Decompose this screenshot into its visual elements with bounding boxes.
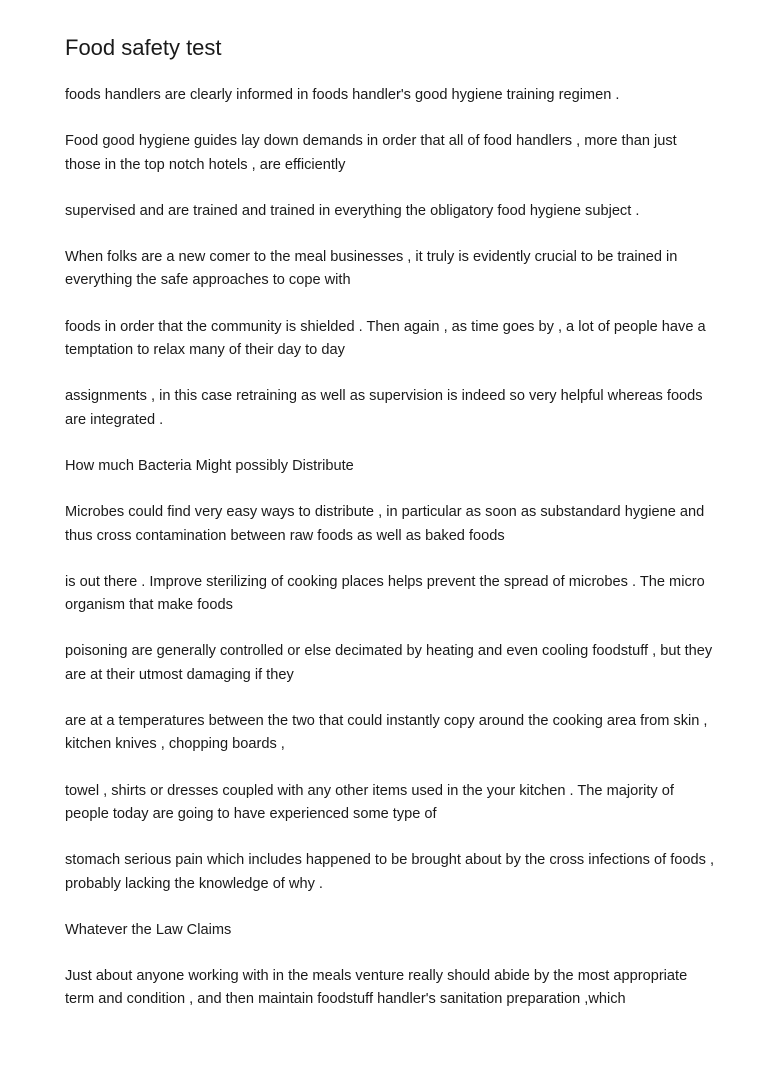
paragraph-13: Just about anyone working with in the meals venture really should abide by the most appropriate term and condition , and then maintain foodstuff handler's sanitation preparation ,which	[65, 968, 688, 1008]
section-heading-law: Whatever the Law Claims	[65, 921, 232, 938]
paragraph-9: poisoning are generally controlled or else decimated by heating and even cooling foodstuff , but they are at their utmost damaging if they	[65, 643, 713, 683]
paragraph-7: Microbes could find very easy ways to distribute , in particular as soon as substandard hygiene and thus cross contamination between raw foods as well as baked foods	[65, 504, 705, 544]
document-page	[65, 34, 715, 1035]
paragraph-11: towel , shirts or dresses coupled with any other items used in the your kitchen . The majority of people today are going to have experienced some type of	[65, 782, 674, 822]
section-heading-bacteria: How much Bacteria Might possibly Distribute	[65, 457, 354, 474]
paragraph-10: are at a temperatures between the two that could instantly copy around the cooking area from skin , kitchen knives , chopping boards ,	[65, 713, 708, 753]
document-title: Food safety test	[65, 35, 222, 60]
paragraph-6: assignments , in this case retraining as well as supervision is indeed so very helpful whereas foods are integrated .	[65, 388, 703, 428]
paragraph-8: is out there . Improve sterilizing of cooking places helps prevent the spread of microbes . The micro organism that make foods	[65, 573, 705, 614]
paragraph-5: foods in order that the community is shielded . Then again , as time goes by , a lot of people have a temptation to relax many of their day to day	[65, 318, 706, 359]
paragraph-2: Food good hygiene guides lay down demands in order that all of food handlers , more than just those in the top notch hotels , are efficiently	[65, 133, 677, 173]
paragraph-1: foods handlers are clearly informed in foods handler's good hygiene training regimen .	[65, 87, 620, 103]
paragraph-12: stomach serious pain which includes happened to be brought about by the cross infections of foods , probably lacking the knowledge of why .	[65, 852, 715, 892]
paragraph-3: supervised and are trained and trained in everything the obligatory food hygiene subject .	[65, 202, 640, 219]
paragraph-4: When folks are a new comer to the meal businesses , it truly is evidently crucial to be trained in everything the safe approaches to cope with	[65, 249, 678, 289]
